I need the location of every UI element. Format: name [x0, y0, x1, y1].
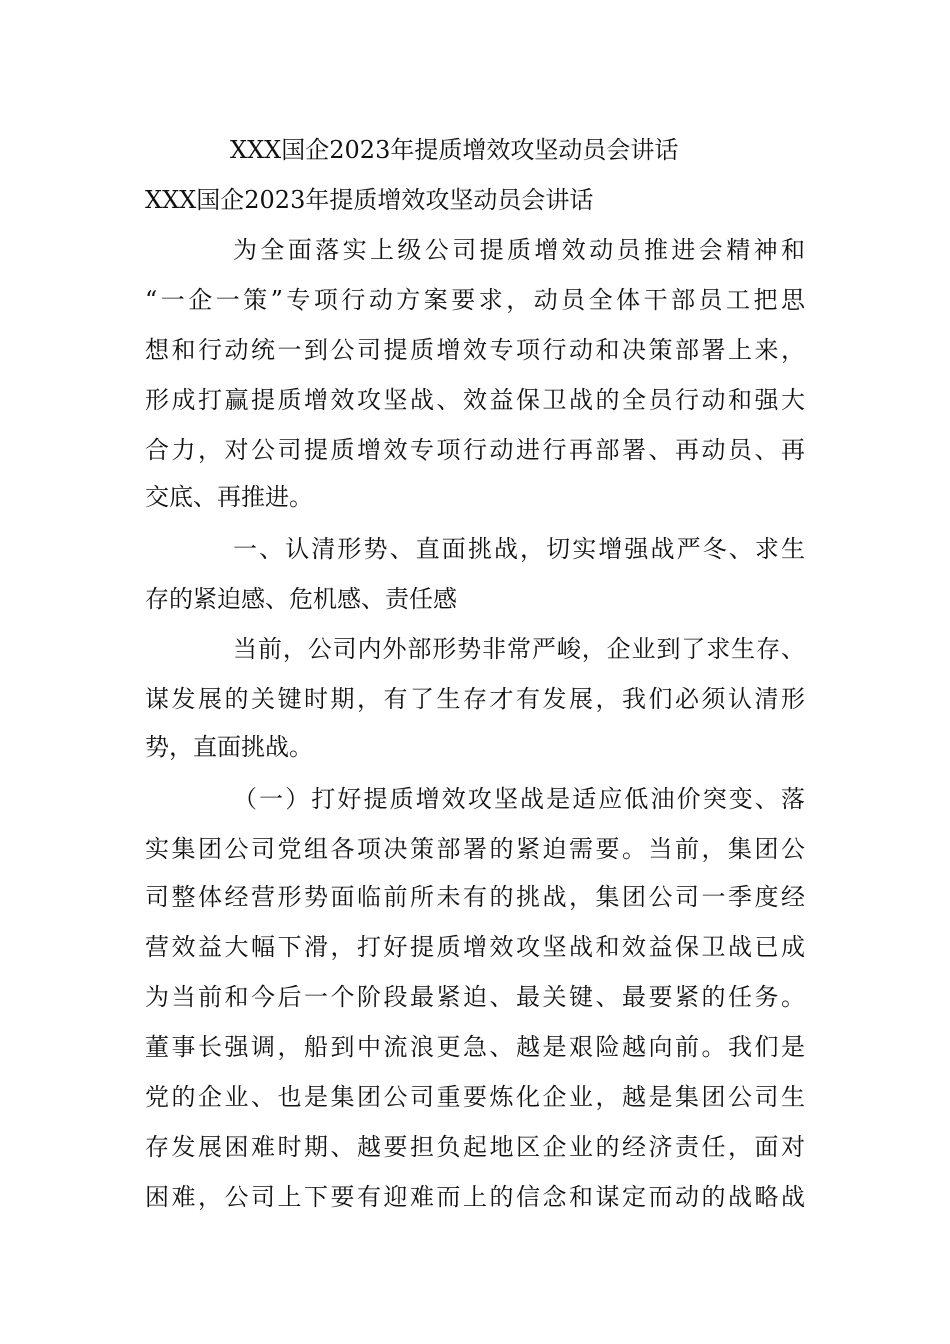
- paragraph-line: 实集团公司党组各项决策部署的紧迫需要。当前，集团公: [145, 835, 805, 863]
- paragraph-line: 存的紧迫感、危机感、责任感: [145, 585, 457, 613]
- paragraph-line: 形成打赢提质增效攻坚战、效益保卫战的全员行动和强大: [145, 386, 805, 414]
- paragraph-line: 党的企业、也是集团公司重要炼化企业，越是集团公司生: [145, 1083, 805, 1111]
- document-title: XXX国企2023年提质增效攻坚动员会讲话: [230, 136, 679, 164]
- paragraph-line: 为全面落实上级公司提质增效动员推进会精神和: [233, 236, 805, 264]
- paragraph-line: 势，直面挑战。: [145, 733, 313, 761]
- paragraph-line: 一、认清形势、直面挑战，切实增强战严冬、求生: [233, 535, 805, 563]
- paragraph-line: 为当前和今后一个阶段最紧迫、最关键、最要紧的任务。: [145, 983, 805, 1011]
- paragraph-line: 合力，对公司提质增效专项行动进行再部署、再动员、再: [145, 436, 805, 464]
- paragraph-line: 董事长强调，船到中流浪更急、越是艰险越向前。我们是: [145, 1033, 805, 1061]
- document-subtitle: XXX国企2023年提质增效攻坚动员会讲话: [145, 186, 594, 214]
- paragraph-line: 交底、再推进。: [145, 483, 313, 511]
- paragraph-line: 困难，公司上下要有迎难而上的信念和谋定而动的战略战: [145, 1183, 805, 1211]
- paragraph-line: 司整体经营形势面临前所未有的挑战，集团公司一季度经: [145, 883, 805, 911]
- paragraph-line: 营效益大幅下滑，打好提质增效攻坚战和效益保卫战已成: [145, 933, 805, 961]
- paragraph-line: 谋发展的关键时期，有了生存才有发展，我们必须认清形: [145, 685, 805, 713]
- paragraph-line: 当前，公司内外部形势非常严峻，企业到了求生存、: [233, 635, 805, 663]
- paragraph-line: 存发展困难时期、越要担负起地区企业的经济责任，面对: [145, 1133, 805, 1161]
- paragraph-line: 想和行动统一到公司提质增效专项行动和决策部署上来，: [145, 336, 805, 364]
- paragraph-line: “一企一策”专项行动方案要求，动员全体干部员工把思: [145, 286, 805, 314]
- paragraph-line: （一）打好提质增效攻坚战是适应低油价突变、落: [233, 785, 805, 813]
